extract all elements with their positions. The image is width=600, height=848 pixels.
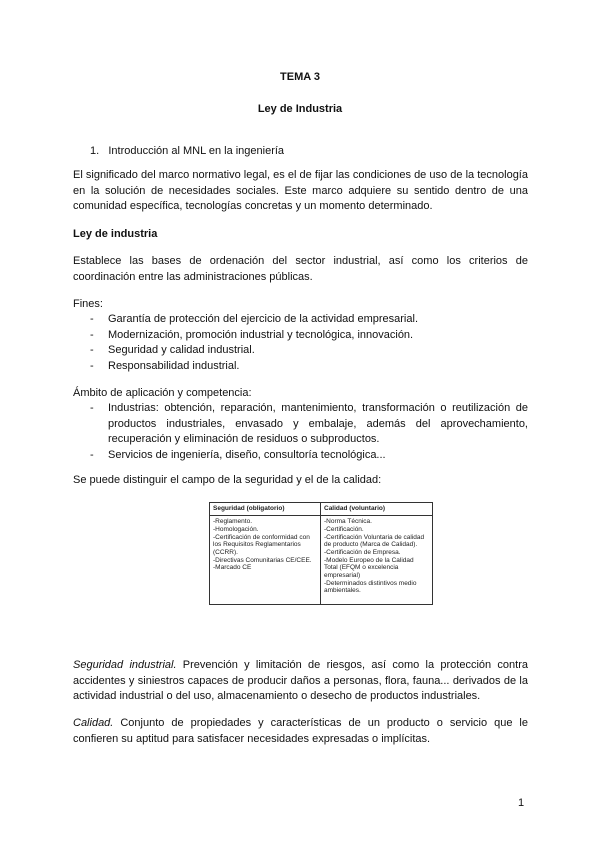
ambito-item: - Industrias: obtención, reparación, mantenimiento, transformación o reutilización de productos industriales, envasado y embalaje, además del aprovechamiento, recuperación y eliminación de residuos o subproductos. [90, 401, 528, 448]
document-title: Ley de Industria [257, 103, 343, 115]
page-number: 1 [518, 797, 525, 809]
ambito-label: Ámbito de aplicación y competencia: [73, 387, 252, 399]
tema-label: TEMA 3 [280, 71, 320, 83]
section-1-heading [90, 145, 284, 157]
fines-item: - Garantía de protección del ejercicio de la actividad empresarial. [90, 312, 528, 328]
calidad-term: Calidad. [73, 717, 114, 729]
seguridad-column [210, 503, 321, 604]
ambito-list [90, 401, 528, 463]
calidad-item: -Certificación de Empresa. [324, 549, 401, 557]
seguridad-calidad-table [209, 502, 433, 605]
section-1-number: 1. [90, 145, 100, 157]
calidad-item: -Determinados distintivos medio ambientales. [324, 579, 417, 595]
calidad-item: -Modelo Europeo de la Calidad Total (EFQM o excelencia empresarial) [324, 557, 414, 579]
fines-item: - Responsabilidad industrial. [90, 359, 528, 375]
seguridad-item: -Directivas Comunitarias CE/CEE. [213, 556, 312, 564]
seguridad-item: -Certificación de conformidad con los Requisitos Reglamentarios (CCRR). [213, 533, 310, 556]
seguridad-definition [73, 658, 528, 705]
campo-sentence: Se puede distinguir el campo de la seguridad y el de la calidad: [73, 474, 382, 486]
ambito-item: - Servicios de ingeniería, diseño, consultoría tecnológica... [90, 448, 528, 464]
section-1-title: Introducción al MNL en la ingeniería [108, 145, 285, 157]
calidad-column-body [321, 516, 432, 597]
fines-item: - Seguridad y calidad industrial. [90, 343, 528, 359]
calidad-item: -Norma Técnica. [324, 518, 372, 525]
seguridad-term: Seguridad industrial. [73, 659, 177, 671]
fines-label: Fines: [73, 298, 103, 310]
calidad-column-header: Calidad (voluntario) [321, 503, 432, 516]
seguridad-item: -Marcado CE [213, 564, 252, 572]
calidad-text: Conjunto de propiedades y características de un producto o servicio que le confieren su aptitud para satisfacer necesidades expresadas o implícitas. [73, 717, 528, 745]
calidad-column [321, 503, 432, 604]
calidad-item: -Certificación Voluntaria de calidad de producto (Marca de Calidad). [324, 533, 425, 549]
seguridad-item: -Reglamento. [213, 518, 253, 525]
ley-heading: Ley de industria [73, 228, 158, 240]
intro-paragraph: El significado del marco normativo legal, es el de fijar las condiciones de uso de la tecnología en la solución de necesidades sociales. Este marco adquiere su sentido dentro de una comunidad específica, tecnologías concretas y un momento determinado. [73, 169, 528, 212]
calidad-item: -Certificación. [324, 525, 364, 533]
fines-item: - Modernización, promoción industrial y tecnológica, innovación. [90, 328, 528, 344]
fines-list [90, 312, 528, 374]
seguridad-item: -Homologación. [213, 525, 259, 533]
ley-paragraph: Establece las bases de ordenación del sector industrial, así como los criterios de coordinación entre las administraciones públicas. [73, 255, 528, 283]
seguridad-text: Prevención y limitación de riesgos, así como la protección contra accidentes y siniestros capaces de producir daños a personas, flora, fauna... derivados de la actividad industrial o del uso, almacenamiento o desecho de productos industriales. [73, 659, 528, 702]
seguridad-column-header: Seguridad (obligatorio) [210, 503, 320, 516]
calidad-definition [73, 716, 528, 747]
seguridad-column-body [210, 516, 320, 574]
